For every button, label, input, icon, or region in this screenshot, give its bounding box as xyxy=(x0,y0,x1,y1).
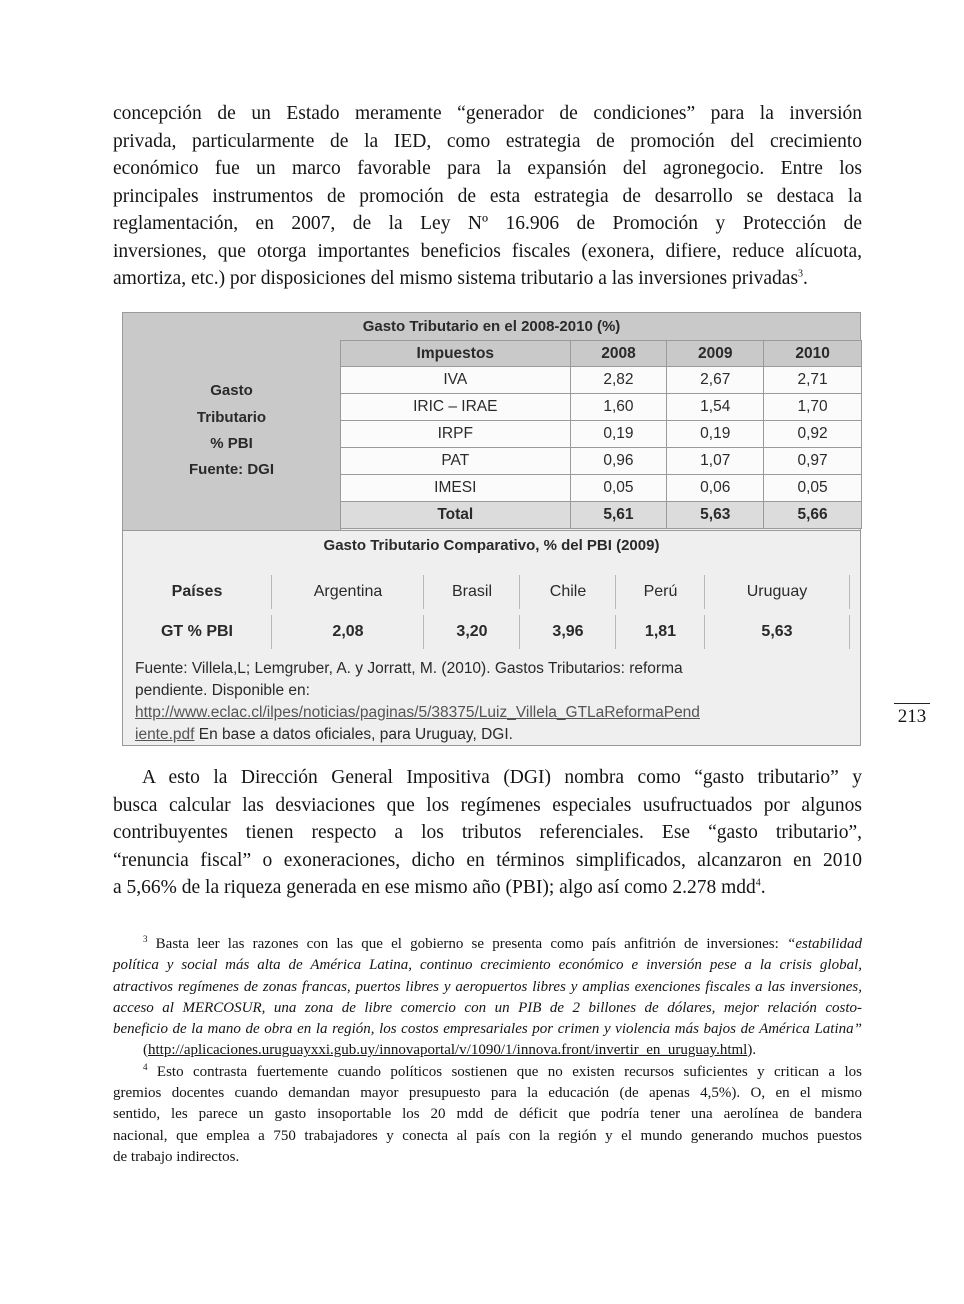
table-cell: 1,70 xyxy=(764,394,862,421)
footnote-text: Esto contrasta fuertemente cuando políticos sostienen que no existen recursos suficientes y critican a los xyxy=(147,1063,862,1080)
table-side-label xyxy=(123,340,341,530)
source-link[interactable]: iente.pdf xyxy=(135,726,195,743)
column-header: Impuestos xyxy=(341,341,571,367)
footnote-url-line xyxy=(113,1040,862,1061)
country-cell: Uruguay xyxy=(704,575,850,609)
figure-source xyxy=(135,658,855,746)
footnote-ref-3[interactable]: 3 xyxy=(798,268,804,280)
table-cell: Total xyxy=(341,502,571,529)
comparative-header-row xyxy=(123,575,860,609)
table-cell: IRPF xyxy=(341,421,571,448)
table-cell: 2,82 xyxy=(570,367,667,394)
row-label: Países xyxy=(171,583,223,600)
source-line-last xyxy=(135,724,855,746)
country-cell: Brasil xyxy=(423,575,520,609)
footnote-number: 3 xyxy=(143,934,148,944)
page-number: 213 xyxy=(894,703,930,728)
body-paragraph-2 xyxy=(113,764,862,902)
table-cell: 0,05 xyxy=(764,475,862,502)
table-row xyxy=(341,448,862,475)
comparative-title: Gasto Tributario Comparativo, % del PBI (2009) xyxy=(123,530,860,561)
side-label-line: Tributario xyxy=(196,409,267,426)
text-line: inversiones, que otorga importantes beneficios fiscales (exonera, difiere, reduce alícuota, xyxy=(113,240,862,262)
table-total-row xyxy=(341,502,862,529)
source-line: pendiente. Disponible en: xyxy=(135,682,310,699)
country-cell: Argentina xyxy=(271,575,424,609)
table-cell: 0,97 xyxy=(764,448,862,475)
footnote-line: de trabajo indirectos. xyxy=(113,1148,240,1165)
comparative-values-row xyxy=(123,615,860,649)
footnote-line: sentido, les parece un gasto insoportable los 20 mdd de déficit que podría tener una aerolínea de bandera xyxy=(113,1106,862,1123)
column-header: 2009 xyxy=(667,341,764,367)
table-cell: IMESI xyxy=(341,475,571,502)
country-cell: Chile xyxy=(519,575,616,609)
column-header: 2010 xyxy=(764,341,862,367)
footnotes xyxy=(113,934,862,1168)
table-cell: 5,61 xyxy=(570,502,667,529)
side-label-line: Gasto xyxy=(210,382,253,399)
text-line-last xyxy=(113,265,862,293)
figure-title: Gasto Tributario en el 2008-2010 (%) xyxy=(123,313,860,341)
tax-expenditure-table xyxy=(340,340,862,529)
table-header-row xyxy=(341,341,862,367)
side-label-line: Fuente: DGI xyxy=(189,461,274,478)
text-line-last xyxy=(113,874,862,902)
table-cell: 0,19 xyxy=(667,421,764,448)
footnote-link[interactable]: http://aplicaciones.uruguayxxi.gub.uy/innovaportal/v/1090/1/innova.front/invertir_en_uruguay.html xyxy=(148,1042,748,1059)
body-paragraph-1 xyxy=(113,100,862,293)
footnote-number: 4 xyxy=(143,1061,148,1072)
table-cell: 1,60 xyxy=(570,394,667,421)
row-label: GT % PBI xyxy=(160,623,233,640)
table-cell: 5,66 xyxy=(764,502,862,529)
column-header: 2008 xyxy=(570,341,667,367)
text-line: contribuyentes tienen respecto a los tributos referenciales. Ese “gasto tributario”, xyxy=(113,822,862,843)
value-cell: 2,08 xyxy=(271,615,424,649)
text-line: busca calcular las desviaciones que los regímenes especiales usufructuados por algunos xyxy=(113,794,862,816)
table-cell: 0,06 xyxy=(667,475,764,502)
text-line: concepción de un Estado meramente “generador de condiciones” para la inversión xyxy=(113,103,862,124)
table-cell: 0,05 xyxy=(570,475,667,502)
table-cell: 0,96 xyxy=(570,448,667,475)
value-cell: 3,96 xyxy=(519,615,616,649)
table-row xyxy=(341,394,862,421)
country-cell: Perú xyxy=(615,575,705,609)
text-line: privada, particularmente de la IED, como estrategia de promoción del crecimiento xyxy=(113,130,862,152)
table-cell: 2,71 xyxy=(764,367,862,394)
footnote-4-line xyxy=(113,1062,862,1083)
table-cell: IRIC – IRAE xyxy=(341,394,571,421)
value-cell: 3,20 xyxy=(423,615,520,649)
table-cell: PAT xyxy=(341,448,571,475)
footnote-line: nacional, que emplea a 750 trabajadores y conecta al país con la región y el mundo generando muchos puestos xyxy=(113,1127,862,1144)
text-line: reglamentación, en 2007, de la Ley Nº 16.906 de Promoción y Protección de xyxy=(113,213,862,234)
table-cell: IVA xyxy=(341,367,571,394)
table-row xyxy=(341,367,862,394)
table-cell: 1,07 xyxy=(667,448,764,475)
footnote-quote-line: política y social más alta de América Latina, continuo crecimiento económico e inversión pese a la crisis global, xyxy=(113,957,862,974)
text-line: “renuncia fiscal” o exoneraciones, dicho en términos simplificados, alcanzaron en 2010 xyxy=(113,849,862,871)
table-cell: 0,92 xyxy=(764,421,862,448)
text-line: A esto la Dirección General Impositiva (DGI) nombra como “gasto tributario” y xyxy=(142,767,862,788)
text-line: principales instrumentos de promoción de esta estrategia de desarrollo se destaca la xyxy=(113,185,862,207)
footnote-line: gremios docentes cuando demandan mayor presupuesto para la educación (de apenas 4,5%). O, en el mismo xyxy=(113,1085,862,1102)
value-cell: 5,63 xyxy=(704,615,850,649)
table-cell: 2,67 xyxy=(667,367,764,394)
table-cell: 1,54 xyxy=(667,394,764,421)
text-line: a 5,66% de la riqueza generada en ese mismo año (PBI); algo así como 2.278 mdd xyxy=(113,877,756,898)
text-line: amortiza, etc.) por disposiciones del mismo sistema tributario a las inversiones privadas xyxy=(113,268,799,289)
table-cell: 5,63 xyxy=(667,502,764,529)
sentence-end: . xyxy=(760,877,766,898)
url-open: ( xyxy=(143,1042,148,1059)
value-cell: 1,81 xyxy=(615,615,705,649)
table-row xyxy=(341,475,862,502)
footnote-quote-line: beneficio de la mano de obra en la región, los costos empresariales por crimen y violencia más bajos de América Latina” xyxy=(113,1021,862,1038)
source-tail: En base a datos oficiales, para Uruguay, DGI. xyxy=(194,726,513,743)
footnote-quote: “estabilidad xyxy=(786,936,862,952)
table-cell: 0,19 xyxy=(570,421,667,448)
tax-expenditure-figure xyxy=(122,312,861,746)
footnote-quote-line: atractivos regímenes de zonas francas, puertos libres y aeropuertos libres y amplias exenciones fiscales a las inversiones, xyxy=(113,978,862,995)
footnote-text: Basta leer las razones con las que el gobierno se presenta como país anfitrión de inversiones: xyxy=(147,936,787,952)
footnote-ref-4[interactable]: 4 xyxy=(755,877,761,889)
table-row xyxy=(341,421,862,448)
footnote-3-line xyxy=(113,934,862,955)
source-line: Fuente: Villela,L; Lemgruber, A. y Jorratt, M. (2010). Gastos Tributarios: reforma xyxy=(135,660,683,677)
side-label-line: % PBI xyxy=(210,435,253,452)
url-close: ). xyxy=(747,1042,757,1059)
text-line: económico fue un marco favorable para la expansión del agronegocio. Entre los xyxy=(113,158,862,179)
footnote-quote-line: acceso al MERCOSUR, una zona de libre comercio con un PIB de 2 billones de dólares, mejor relación costo- xyxy=(113,999,862,1016)
sentence-end: . xyxy=(803,268,808,289)
source-link[interactable]: http://www.eclac.cl/ilpes/noticias/paginas/5/38375/Luiz_Villela_GTLaReformaPend xyxy=(135,704,700,721)
